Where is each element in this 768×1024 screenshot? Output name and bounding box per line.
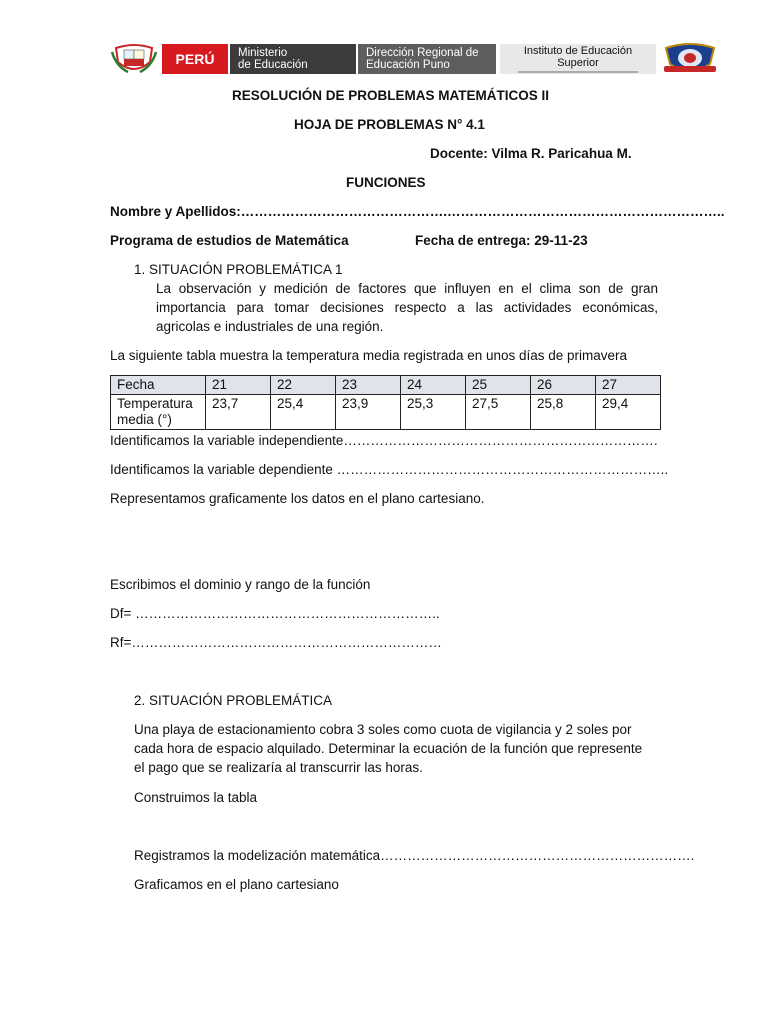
student-name-field: Nombre y Apellidos:……………………………………….……………………………………………………..: [110, 204, 725, 219]
peru-coat-of-arms-logo: [110, 42, 158, 76]
situation2-line3: el pago que se realizaría al transcurrir las horas.: [134, 760, 423, 775]
date-cell: 22: [271, 376, 336, 395]
situation1-heading: 1. SITUACIÓN PROBLEMÁTICA 1: [134, 262, 343, 277]
ministerio-line1: Ministerio: [238, 47, 288, 59]
sheet-title: HOJA DE PROBLEMAS N° 4.1: [294, 117, 485, 132]
graph2-prompt: Graficamos en el plano cartesiano: [134, 877, 339, 892]
graph-prompt: Representamos graficamente los datos en el plano cartesiano.: [110, 491, 485, 506]
situation1-line1: La observación y medición de factores que influyen en el clima son de gran: [156, 281, 658, 296]
temperature-cell: 23,7: [206, 395, 271, 430]
situation2-line1: Una playa de estacionamiento cobra 3 soles como cuota de vigilancia y 2 soles por: [134, 722, 632, 737]
range-field: Rf=……………………………………………………………: [110, 635, 442, 650]
table-intro: La siguiente tabla muestra la temperatura media registrada en unos días de primavera: [110, 348, 628, 363]
date-cell: 24: [401, 376, 466, 395]
program-label: Programa de estudios de Matemática: [110, 233, 349, 248]
independent-variable-prompt: Identificamos la variable independiente…………………………………………………………….: [110, 433, 658, 448]
due-date: Fecha de entrega: 29-11-23: [415, 233, 588, 248]
instituto-line1: Instituto de Educación: [523, 45, 633, 57]
instituto-logo: [500, 44, 656, 74]
temperature-cell: 25,8: [531, 395, 596, 430]
temperature-cell: 29,4: [596, 395, 661, 430]
temperature-row: [111, 395, 661, 430]
dre-line1: Dirección Regional de: [366, 47, 479, 59]
temperature-cell: 27,5: [466, 395, 531, 430]
institute-crest-icon: [660, 42, 720, 76]
date-cell: 26: [531, 376, 596, 395]
date-cell: 23: [336, 376, 401, 395]
instituto-line2: Superior: [557, 57, 599, 69]
teacher-name: Docente: Vilma R. Paricahua M.: [430, 146, 632, 161]
dependent-variable-prompt: Identificamos la variable dependiente ………………………………………………………………..: [110, 462, 669, 477]
temperature-cell: 25,3: [401, 395, 466, 430]
model-prompt: Registramos la modelización matemática…………………………………………………………….: [134, 848, 695, 863]
situation2-heading: 2. SITUACIÓN PROBLEMÁTICA: [134, 693, 333, 708]
domain-field: Df= …………………………………………………………..: [110, 606, 440, 621]
date-cell: 25: [466, 376, 531, 395]
situation2-line2: cada hora de espacio alquilado. Determinar la ecuación de la función que represente: [134, 741, 643, 756]
temperature-table: [110, 375, 661, 430]
peru-label: PERÚ: [175, 51, 215, 67]
temperature-cell: 25,4: [271, 395, 336, 430]
temperature-row-label: [111, 395, 206, 430]
dre-logo: [358, 44, 496, 74]
situation1-line3: agricolas e industriales de una región.: [156, 319, 384, 334]
ministerio-logo: [230, 44, 356, 74]
peru-logo: [162, 44, 228, 74]
topic-title: FUNCIONES: [346, 175, 426, 190]
ministerio-line2: de Educación: [238, 59, 308, 71]
date-cell: 27: [596, 376, 661, 395]
instituto-divider: [518, 71, 638, 73]
domain-range-prompt: Escribimos el dominio y rango de la función: [110, 577, 371, 592]
build-table-prompt: Construimos la tabla: [134, 790, 258, 805]
date-row-label: Fecha: [111, 376, 206, 395]
date-cell: 21: [206, 376, 271, 395]
course-title: RESOLUCIÓN DE PROBLEMAS MATEMÁTICOS II: [232, 88, 550, 103]
dre-line2: Educación Puno: [366, 59, 450, 71]
date-row: [111, 376, 661, 395]
temperature-label-line2: media (°): [117, 412, 172, 427]
temperature-label-line1: Temperatura: [117, 396, 193, 411]
temperature-cell: 23,9: [336, 395, 401, 430]
situation1-line2: importancia para tomar decisiones respecto a las actividades económicas,: [156, 300, 658, 315]
